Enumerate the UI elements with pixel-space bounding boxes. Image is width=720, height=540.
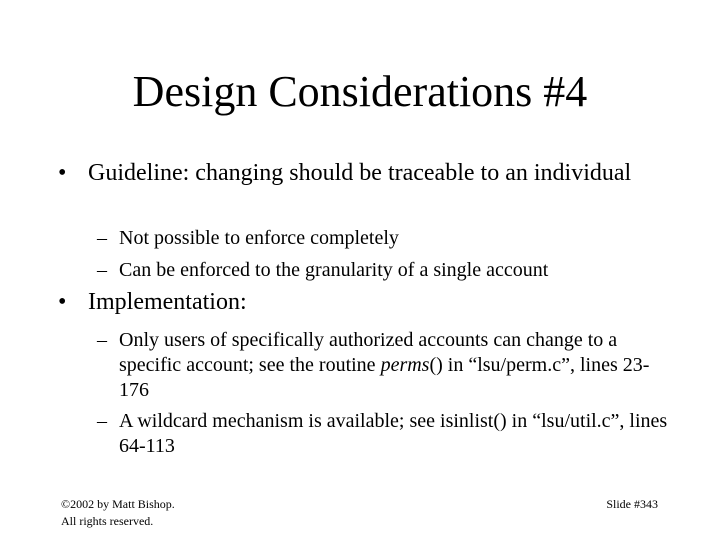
footer-rights: All rights reserved. [61,514,154,528]
slide-title: Design Considerations #4 [132,67,588,116]
bullet-guideline [58,158,668,188]
sub-bullet-authorized-accounts [97,328,679,403]
sub-bullet-granularity [97,258,679,283]
bullet-marker: • [58,160,67,186]
sub-bullet-text: A wildcard mechanism is available; see isinlist() in “lsu/util.c”, lines 64-113 [119,410,668,457]
sub-bullet-not-possible [97,226,679,251]
dash-marker: – [97,227,107,249]
dash-marker: – [97,259,107,281]
dash-marker: – [97,329,107,351]
bullet-implementation [58,287,668,317]
sub-bullet-text: Can be enforced to the granularity of a single account [119,259,549,281]
bullet-text: Implementation: [88,289,247,315]
footer-copyright: ©2002 by Matt Bishop. [61,497,175,511]
footer-copyright-block [61,496,175,530]
slide-number: Slide #343 [606,497,658,511]
function-name-perms: perms [380,354,430,376]
sub-bullet-wildcard [97,409,679,459]
dash-marker: – [97,410,107,432]
sub-bullet-text: Not possible to enforce completely [119,227,399,249]
bullet-text: Guideline: changing should be traceable to an individual [88,160,632,186]
sub-bullet-text-after: () in “lsu/perm.c”, lines 23-176 [119,354,650,401]
sub-bullet-text-before: Only users of specifically authorized accounts can change to a specific account; see the routine [119,329,618,376]
bullet-marker: • [58,289,67,315]
